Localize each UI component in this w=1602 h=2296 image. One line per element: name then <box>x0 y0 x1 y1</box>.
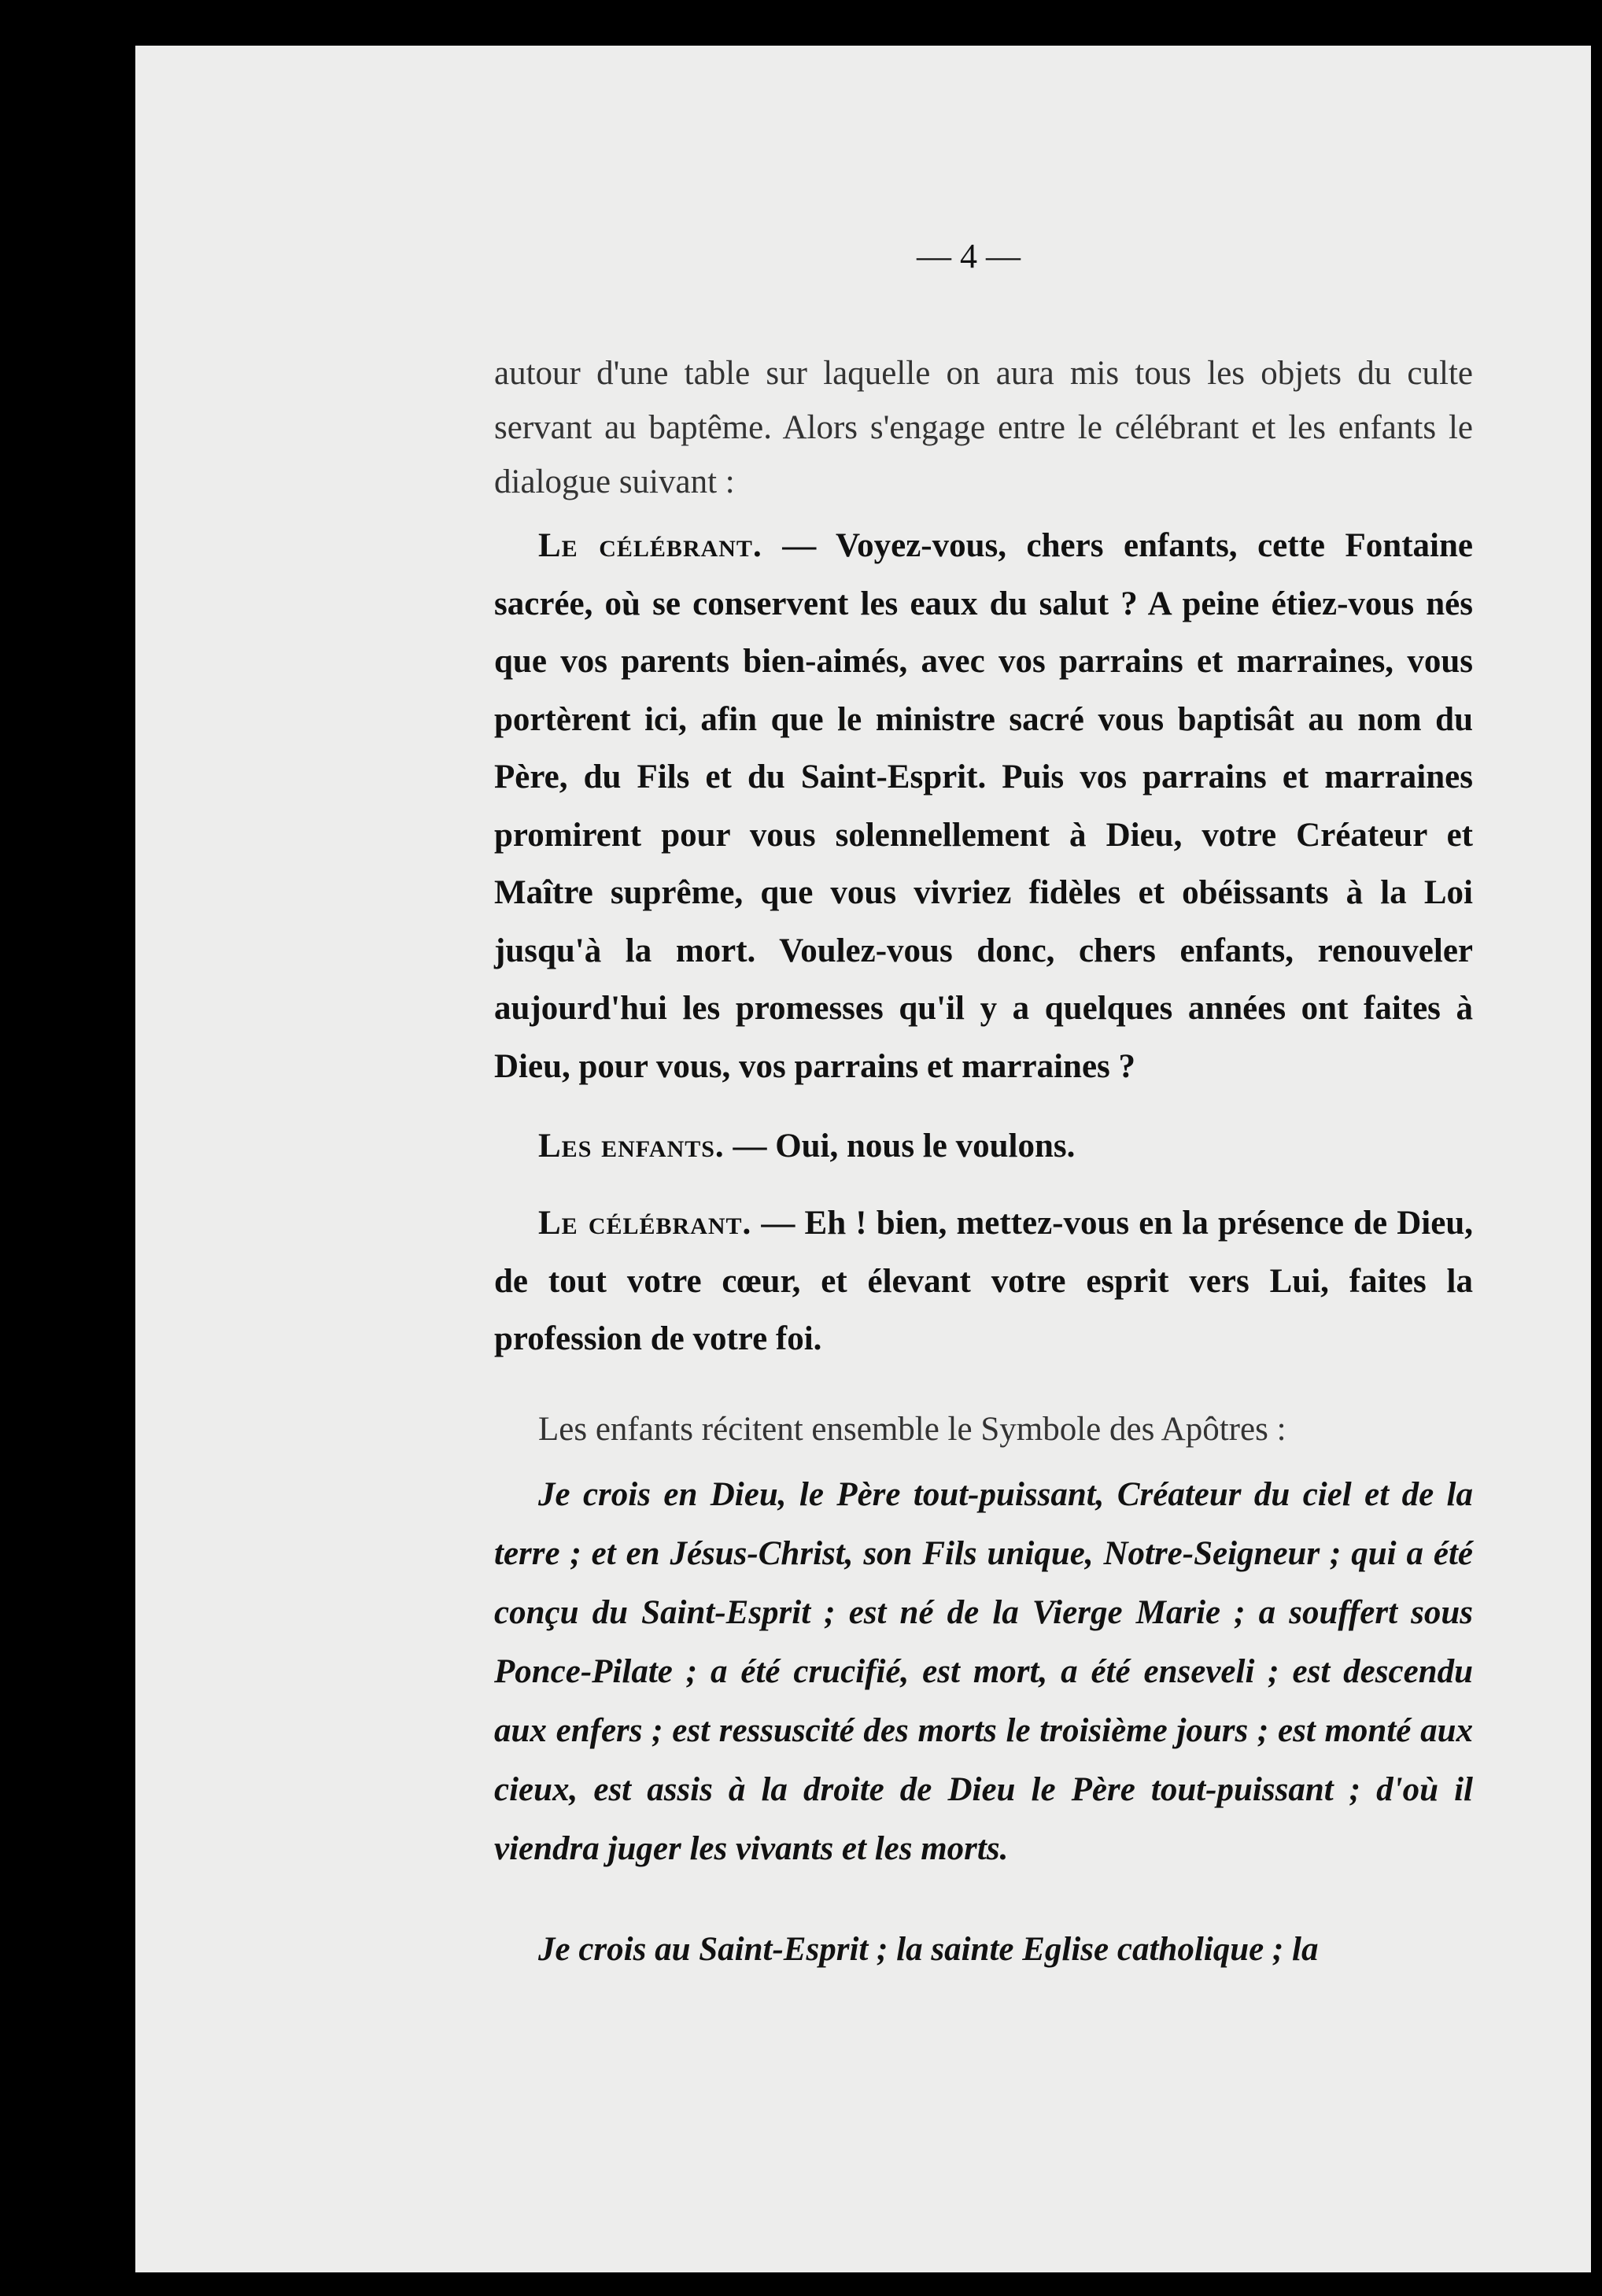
rubric-line: Les enfants récitent ensemble le Symbole des Apôtres : <box>538 1411 1286 1448</box>
page-number: — 4 — <box>917 237 1021 275</box>
dialogue-celebrant-1 <box>494 517 1473 1095</box>
dialogue-text: — Eh ! bien, mettez-vous en la présence de Dieu, de tout votre cœur, et élevant votre esprit vers Lui, faites la profession de votre foi. <box>494 1205 1473 1357</box>
speaker-label: Les enfants. <box>538 1128 725 1165</box>
intro-paragraph: autour d'une table sur laquelle on aura mis tous les objets du culte servant au baptême. Alors s'engage entre le célébrant et les enfants le dialogue suivant : <box>494 355 1473 500</box>
dialogue-children <box>494 1117 1473 1176</box>
speaker-label: Le célébrant. <box>538 1205 752 1242</box>
dialogue-text: — Oui, nous le voulons. <box>724 1128 1076 1165</box>
dialogue-text: — Voyez-vous, chers enfants, cette Fontaine sacrée, où se conservent les eaux du salut ? A peine étiez-vous nés que vos parents bien-aimés, avec vos parrains et marraines, vous portèrent ici, afin que le ministre sacré vous baptisât au nom du Père, du Fils et du Saint-Esprit. Puis vos parrains et marraines promirent pour vous solennellement à Dieu, votre Créateur et Maître suprême, que vous vivriez fidèles et obéissants à la Loi jusqu'à la mort. Voulez-vous donc, chers enfants, renouveler aujourd'hui les promesses qu'il y a quelques années ont faites à Dieu, pour vous, vos parrains et marraines ? <box>494 527 1473 1085</box>
speaker-label: Le célébrant. <box>538 527 762 564</box>
dialogue-celebrant-2 <box>494 1194 1473 1368</box>
creed-paragraph-2: Je crois au Saint-Esprit ; la sainte Eglise catholique ; la <box>538 1931 1319 1968</box>
creed-paragraph-1: Je crois en Dieu, le Père tout-puissant, Créateur du ciel et de la terre ; et en Jésus-Christ, son Fils unique, Notre-Seigneur ; qui a été conçu du Saint-Esprit ; est né de la Vierge Marie ; a souffert sous Ponce-Pilate ; a été crucifié, est mort, a été enseveli ; est descendu aux enfers ; est ressuscité des morts le troisième jours ; est monté aux cieux, est assis à la droite de Dieu le Père tout-puissant ; d'où il viendra juger les vivants et les morts. <box>494 1476 1473 1867</box>
